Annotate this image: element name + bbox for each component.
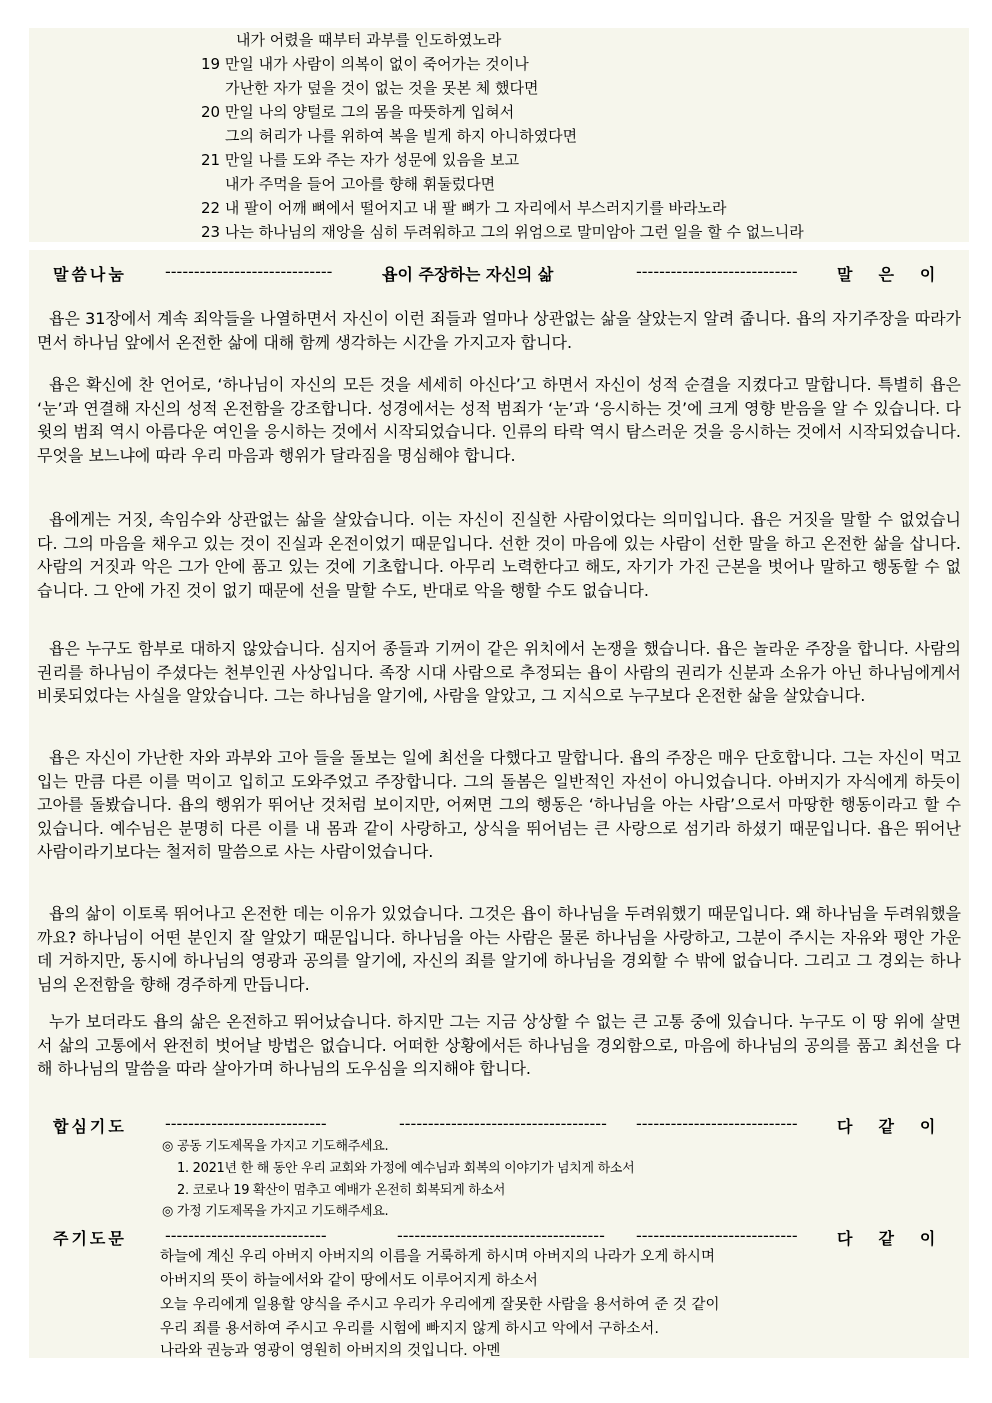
joint-prayer-label: 합심기도 [53,1117,127,1136]
verse-line: 가난한 자가 덮을 것이 없는 것을 못본 체 했다면 [225,79,539,97]
divider-dashes: ---------------------------- [636,1226,798,1245]
divider-dashes: ---------------------------- [165,1226,327,1245]
divider-dashes: ---------------------------- [636,1114,798,1133]
lords-prayer-line: 우리 죄를 용서하여 주시고 우리를 시험에 빠지지 않게 하시고 악에서 구하소서. [160,1321,659,1337]
sermon-paragraph: 욥은 자신이 가난한 자와 과부와 고아 들을 돌보는 일에 최선을 다했다고 말합니다. 욥의 주장은 매우 단호합니다. 그는 자신이 먹고 입는 만큼 다른 이를 먹이고 입히고 도와주었고 주장합니다. 그의 돌봄은 일반적인 자선이 아니었습니다. 아버지가 자식에게 하듯이 고아를 돌봤습니다. 욥의 행위가 뛰어난 것처럼 보이지만, 어쩌면 그의 행동은 ‘하나님을 아는 사람’으로서 마땅한 행동이라고 할 수 있습니다. 예수님은 분명히 다른 이를 내 몸과 같이 사랑하고, 상식을 뛰어넘는 큰 사랑으로 섬기라 하셨기 때문입니다. 욥은 뛰어난 사람이라기보다는 철저히 말씀으로 사는 사람이었습니다. [37,748,961,861]
verse-line: 22 내 팔이 어깨 뼈에서 떨어지고 내 팔 뼈가 그 자리에서 부스러지기를 바라노라 [201,199,727,217]
verse-line: 21 만일 나를 도와 주는 자가 성문에 있음을 보고 [201,151,520,169]
sermon-paragraph: 욥에게는 거짓, 속임수와 상관없는 삶을 살았습니다. 이는 자신이 진실한 사람이었다는 의미입니다. 욥은 거짓을 말할 수 없었습니다. 그의 마음을 채우고 있는 것이 진실과 온전이었기 때문입니다. 선한 것이 마음에 있는 사람이 선한 말을 하고 온전한 삶을 삽니다. 사람의 거짓과 악은 그가 안에 품고 있는 것에 기초합니다. 아무리 노력한다고 해도, 자기가 가진 근본을 벗어나 말하고 행동할 수 없습니다. 그 안에 가진 것이 없기 때문에 선을 말할 수도, 반대로 악을 행할 수도 없습니다. [37,510,961,600]
divider-dashes: ----------------------------- [165,262,333,281]
lords-prayer-line: 나라와 권능과 영광이 영원히 아버지의 것입니다. 아멘 [160,1343,501,1359]
sermon-paragraph: 욥은 누구도 함부로 대하지 않았습니다. 심지어 종들과 기꺼이 같은 위치에서 논쟁을 했습니다. 욥은 놀라운 주장을 합니다. 사람의 권리를 하나님이 주셨다는 천부인권 사상입니다. 족장 시대 사람으로 추정되는 욥이 사람의 권리가 신분과 소유가 아닌 하나님에게서 비롯되었다는 사실을 알았습니다. 그는 하나님을 알기에, 사람을 알았고, 그 지식으로 누구보다 온전한 삶을 살았습니다. [37,639,961,705]
sermon-paragraph: 욥은 31장에서 계속 죄악들을 나열하면서 자신이 이런 죄들과 얼마나 상관없는 삶을 살았는지 알려 줍니다. 욥의 자기주장을 따라가면서 하나님 앞에서 온전한 삶에 대해 함께 생각하는 시간을 가지고자 합니다. [37,309,961,352]
lords-prayer-line: 오늘 우리에게 일용할 양식을 주시고 우리가 우리에게 잘못한 사람을 용서하여 준 것 같이 [160,1297,720,1313]
lords-prayer-who: 다같이 [837,1229,962,1248]
lords-prayer-label: 주기도문 [53,1229,127,1248]
sermon-header [29,256,969,288]
verse-line: 그의 허리가 나를 위하여 복을 빌게 하지 아니하였다면 [225,127,578,145]
divider-dashes: ------------------------------------ [397,1226,605,1245]
sermon-label: 말씀나눔 [53,265,127,284]
divider-dashes: ------------------------------------ [399,1114,607,1133]
lords-prayer-line: 아버지의 뜻이 하늘에서와 같이 땅에서도 이루어지게 하소서 [160,1273,538,1289]
sermon-paragraph: 누가 보더라도 욥의 삶은 온전하고 뛰어났습니다. 하지만 그는 지금 상상할 수 없는 큰 고통 중에 있습니다. 누구도 이 땅 위에 살면서 삶의 고통에서 완전히 벗어날 방법은 없습니다. 어떠한 상황에서든 하나님을 경외함으로, 마음에 하나님의 공의를 품고 최선을 다해 하나님의 말씀을 따라 살아가며 하나님의 도우심을 의지해야 합니다. [37,1012,961,1078]
prayer-item: 2. 코로나 19 확산이 멈추고 예배가 온전히 회복되게 하소서 [177,1183,506,1198]
verse-line: 19 만일 내가 사람이 의복이 없이 죽어가는 것이나 [201,55,529,73]
sermon-paragraph: 욥은 확신에 찬 언어로, ‘하나님이 자신의 모든 것을 세세히 아신다’고 하면서 자신이 성적 순결을 지켰다고 말합니다. 특별히 욥은 ‘눈’과 연결해 자신의 성적 온전함을 강조합니다. 성경에서는 성적 범죄가 ‘눈’과 ‘응시하는 것’에 크게 영향 받음을 알 수 있습니다. 다윗의 범죄 역시 아름다운 여인을 응시하는 것에서 시작되었습니다. 인류의 타락 역시 탐스러운 것을 응시하는 것에서 시작되었습니다. 무엇을 보느냐에 따라 우리 마음과 행위가 달라짐을 명심해야 합니다. [37,375,961,465]
scripture-passage [29,28,969,242]
lords-prayer-line: 하늘에 계신 우리 아버지 아버지의 이름을 거룩하게 하시며 아버지의 나라가 오게 하시며 [160,1249,715,1265]
speaker: 말은이 [837,265,962,284]
prayer-item: ◎ 공동 기도제목을 가지고 기도해주세요. [162,1139,389,1154]
verse-line: 20 만일 나의 양털로 그의 몸을 따뜻하게 입혀서 [201,103,515,121]
prayer-item: 1. 2021년 한 해 동안 우리 교회와 가정에 예수님과 회복의 이야기가 넘치게 하소서 [177,1161,635,1176]
verse-line: 내가 주먹을 들어 고아를 향해 휘둘렀다면 [225,175,496,193]
prayer-item: ◎ 가정 기도제목을 가지고 기도해주세요. [162,1204,389,1219]
sermon-title: 욥이 주장하는 자신의 삶 [382,265,554,284]
divider-dashes: ---------------------------- [165,1114,327,1133]
sermon-section [29,250,969,1358]
verse-line: 내가 어렸을 때부터 과부를 인도하였노라 [236,31,502,49]
sermon-paragraph: 욥의 삶이 이토록 뛰어나고 온전한 데는 이유가 있었습니다. 그것은 욥이 하나님을 두려워했기 때문입니다. 왜 하나님을 두려워했을까요? 하나님이 어떤 분인지 잘 알았기 때문입니다. 하나님을 아는 사람은 물론 하나님을 사랑하고, 그분이 주시는 자유와 평안 가운데 거하지만, 동시에 하나님의 영광과 공의를 알기에, 자신의 죄를 알기에 하나님을 경외할 수 밖에 없습니다. 그리고 그 경외는 하나님의 온전함을 향해 경주하게 만듭니다. [37,904,961,994]
verse-line: 23 나는 하나님의 재앙을 심히 두려워하고 그의 위엄으로 말미암아 그런 일을 할 수 없느니라 [201,223,804,241]
divider-dashes: ---------------------------- [636,262,798,281]
joint-prayer-who: 다같이 [837,1117,962,1136]
